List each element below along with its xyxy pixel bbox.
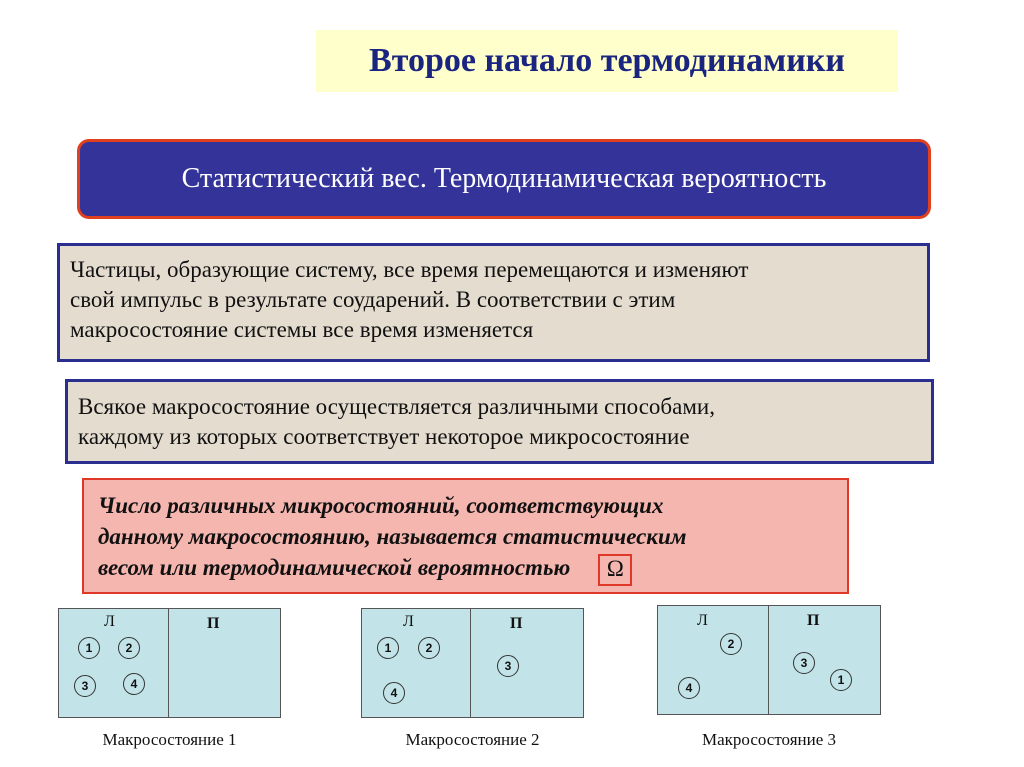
- left-side-label: Л: [697, 612, 708, 629]
- molecule-ball: 3: [793, 652, 815, 674]
- molecule-ball: 1: [78, 637, 100, 659]
- molecule-ball: 4: [678, 677, 700, 699]
- molecule-ball: 1: [830, 669, 852, 691]
- partition-divider: [168, 609, 169, 717]
- paragraph-line: макросостояние системы все время изменяется: [70, 317, 534, 342]
- molecule-ball: 4: [383, 682, 405, 704]
- molecule-ball: 2: [418, 637, 440, 659]
- definition-line: данному макросостоянию, называется статистическим: [98, 524, 687, 549]
- molecule-ball: 3: [497, 655, 519, 677]
- paragraph-particles: [57, 243, 930, 362]
- omega-symbol: Ω: [598, 554, 632, 586]
- macrostate-2-box: [361, 608, 584, 718]
- molecule-ball: 1: [377, 637, 399, 659]
- right-side-label: П: [510, 615, 523, 632]
- paragraph-line: свой импульс в результате соударений. В соответствии с этим: [70, 287, 676, 312]
- macrostate-3-caption: Макросостояние 3: [701, 730, 837, 749]
- macrostate-2-caption: Макросостояние 2: [405, 730, 540, 749]
- definition-box: [82, 478, 849, 594]
- partition-divider: [470, 609, 471, 717]
- definition-line: [98, 552, 833, 586]
- slide-title: Второе начало термодинамики: [316, 30, 898, 92]
- subtitle-banner: Статистический вес. Термодинамическая вероятность: [77, 139, 931, 219]
- right-side-label: П: [807, 612, 820, 629]
- molecule-ball: 4: [123, 673, 145, 695]
- molecule-ball: 2: [720, 633, 742, 655]
- molecule-ball: 3: [74, 675, 96, 697]
- molecule-ball: 2: [118, 637, 140, 659]
- left-side-label: Л: [403, 613, 414, 630]
- partition-divider: [768, 606, 769, 714]
- left-side-label: Л: [104, 613, 115, 630]
- right-side-label: П: [207, 615, 220, 632]
- paragraph-line: Всякое макросостояние осуществляется различными способами,: [78, 394, 715, 419]
- macrostate-3-box: [657, 605, 881, 715]
- paragraph-macrostate: [65, 379, 934, 464]
- paragraph-line: Частицы, образующие систему, все время перемещаются и изменяют: [70, 257, 749, 282]
- macrostate-1-box: [58, 608, 281, 718]
- definition-line: Число различных микросостояний, соответствующих: [98, 493, 664, 518]
- definition-line-text: весом или термодинамической вероятностью: [98, 555, 571, 580]
- paragraph-line: каждому из которых соответствует некоторое микросостояние: [78, 424, 690, 449]
- macrostate-1-caption: Макросостояние 1: [102, 730, 237, 749]
